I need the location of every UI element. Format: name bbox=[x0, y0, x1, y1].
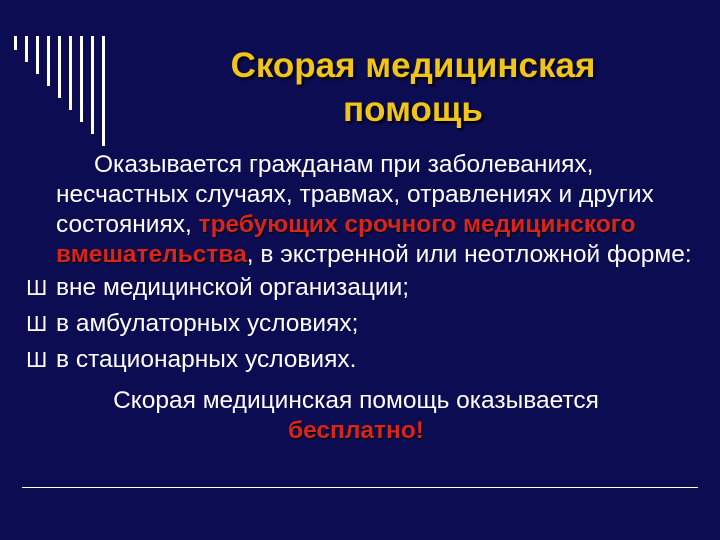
deco-bar bbox=[36, 36, 39, 74]
deco-bar bbox=[102, 36, 105, 146]
bullet-text: в стационарных условиях. bbox=[56, 346, 357, 373]
divider bbox=[22, 487, 698, 488]
list-item bbox=[26, 270, 696, 306]
list-item bbox=[26, 306, 696, 342]
decorative-bars bbox=[14, 36, 124, 146]
bullet-marker-icon: Ш bbox=[26, 348, 48, 372]
closing-text: Скорая медицинская помощь оказывается bbox=[113, 387, 599, 414]
deco-bar bbox=[80, 36, 83, 122]
closing-paragraph bbox=[56, 386, 696, 446]
intro-text: Оказывается гражданам при заболеваниях, несчастных случаях, травмах, отравлениях и других состояниях, bbox=[56, 151, 654, 238]
slide-title bbox=[140, 44, 686, 132]
deco-bar bbox=[69, 36, 72, 110]
closing-emphasis: бесплатно! bbox=[288, 417, 424, 444]
bullet-marker-icon: Ш bbox=[26, 312, 48, 336]
deco-bar bbox=[14, 36, 17, 50]
slide-body bbox=[26, 150, 696, 446]
deco-bar bbox=[58, 36, 61, 98]
deco-bar bbox=[25, 36, 28, 62]
list-item bbox=[26, 342, 696, 378]
bullet-text: в амбулаторных условиях; bbox=[56, 310, 359, 337]
bullet-text: вне медицинской организации; bbox=[56, 274, 410, 301]
bullet-marker-icon: Ш bbox=[26, 276, 48, 300]
intro-text-end: , в экстренной или неотложной форме: bbox=[246, 241, 692, 268]
intro-paragraph bbox=[56, 150, 696, 270]
deco-bar bbox=[47, 36, 50, 86]
bullet-list bbox=[26, 270, 696, 378]
intro-highlight: требующих срочного медицинского вмешательства bbox=[56, 211, 636, 268]
title-line-1: Скорая медицинская bbox=[230, 46, 596, 85]
title-line-2: помощь bbox=[343, 90, 483, 129]
deco-bar bbox=[91, 36, 94, 134]
